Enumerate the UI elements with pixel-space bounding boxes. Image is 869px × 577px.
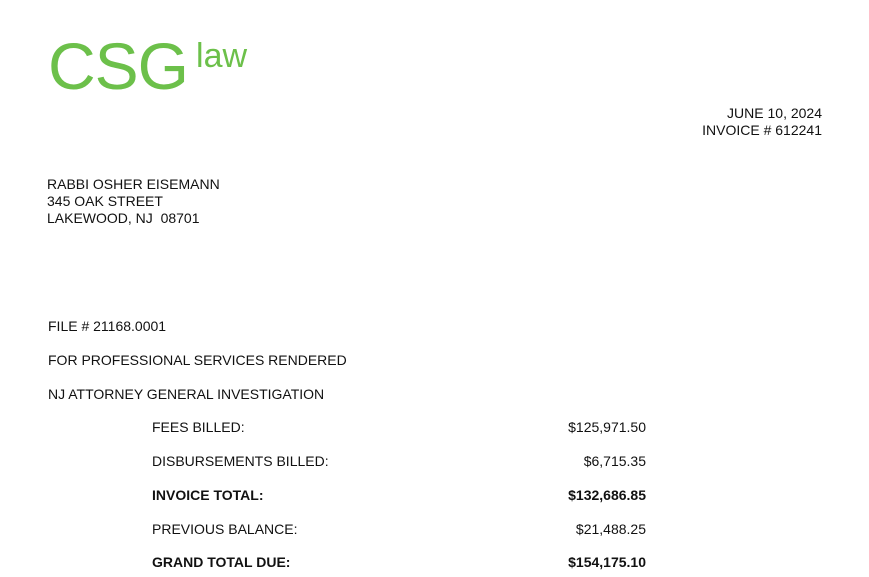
charge-label: GRAND TOTAL DUE: [152,554,291,570]
matter-title: NJ ATTORNEY GENERAL INVESTIGATION [48,386,325,402]
recipient-address [47,176,220,227]
logo-main-text: CSG [48,29,189,103]
charge-label: PREVIOUS BALANCE: [152,521,298,537]
recipient-city: LAKEWOOD, NJ 08701 [47,210,200,226]
invoice-meta [702,105,822,139]
invoice-date: JUNE 10, 2024 [727,105,822,121]
file-number: FILE # 21168.0001 [48,318,167,334]
charge-label: DISBURSEMENTS BILLED: [152,453,329,469]
charge-label: FEES BILLED: [152,419,245,435]
charge-row-invoice-total [152,487,646,504]
recipient-name: RABBI OSHER EISEMANN [47,176,220,192]
logo-sub-text: law [196,37,248,75]
services-line: FOR PROFESSIONAL SERVICES RENDERED [48,352,347,368]
charge-amount: $6,715.35 [583,453,646,469]
charge-amount: $21,488.25 [575,521,646,537]
charge-label: INVOICE TOTAL: [152,487,264,503]
charge-amount: $125,971.50 [568,419,646,435]
charge-row-previous-balance [152,521,646,538]
charge-amount: $132,686.85 [568,487,646,503]
csg-law-logo [48,30,247,102]
invoice-number: INVOICE # 612241 [702,122,822,138]
charge-amount: $154,175.10 [568,554,646,570]
recipient-street: 345 OAK STREET [47,193,163,209]
charge-row-fees [152,419,646,436]
charge-row-disbursements [152,453,646,470]
charge-row-grand-total [152,554,646,571]
